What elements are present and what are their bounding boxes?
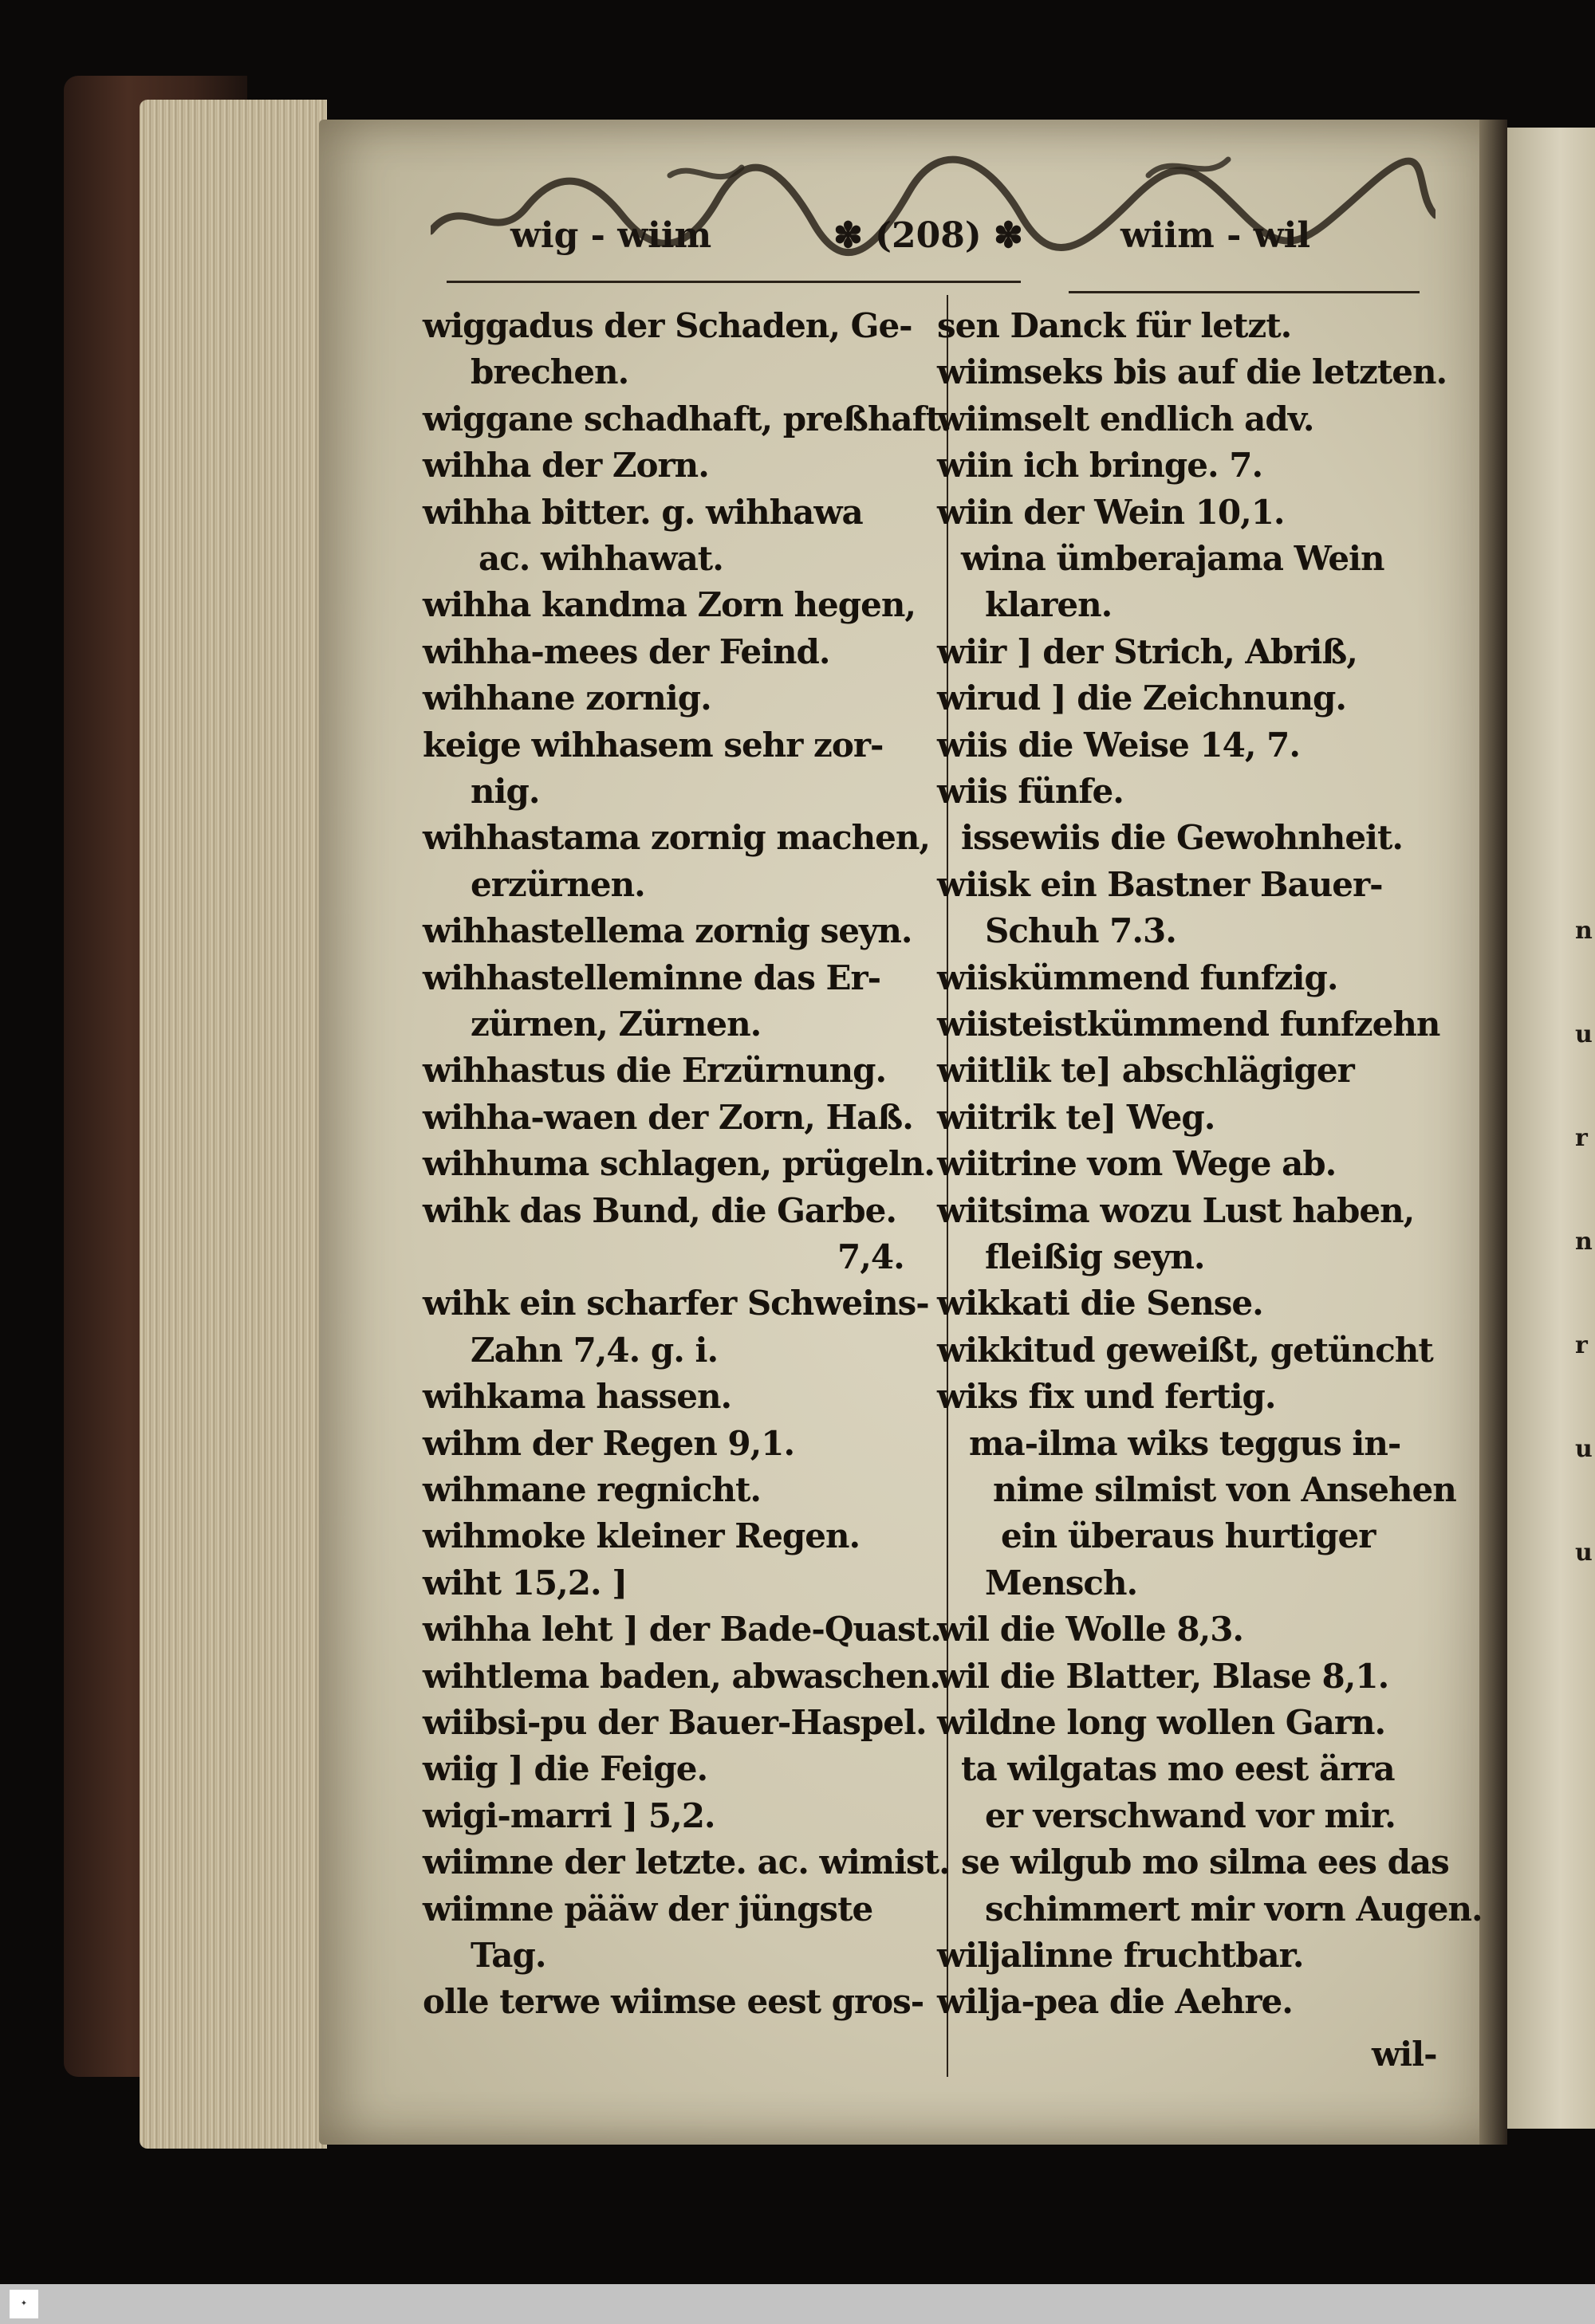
dictionary-line: wildne long wollen Garn. [937, 1703, 1386, 1742]
dictionary-line: Zahn 7,4. g. i. [471, 1330, 719, 1370]
dictionary-line: wiimseks bis auf die letzten. [937, 352, 1447, 392]
dictionary-line: wiimne pääw der jüngste [423, 1889, 873, 1929]
page-number: ✽ (208) ✽ [833, 215, 1023, 256]
running-head-left: wig - wiim [510, 215, 712, 256]
dictionary-line: wiimselt endlich adv. [937, 399, 1314, 438]
dictionary-line: wihmoke kleiner Regen. [423, 1516, 861, 1556]
dictionary-line: wiks fix und fertig. [937, 1377, 1276, 1417]
dictionary-line: wiin der Wein 10,1. [937, 492, 1285, 532]
dictionary-line: wihtlema baden, abwaschen. [423, 1656, 941, 1696]
dictionary-line: wihha kandma Zorn hegen, [423, 585, 916, 625]
dictionary-line: er verschwand vor mir. [985, 1795, 1396, 1835]
dictionary-line: wiig ] die Feige. [423, 1749, 708, 1789]
dictionary-line: wirud ] die Zeichnung. [937, 678, 1346, 718]
dictionary-line: ta wilgatas mo eest ärra [961, 1749, 1395, 1789]
dictionary-line: wiis fünfe. [937, 772, 1124, 811]
dictionary-line: wihmane regnicht. [423, 1470, 762, 1509]
dictionary-line: wiljalinne fruchtbar. [937, 1936, 1304, 1975]
dictionary-line: wihm der Regen 9,1. [423, 1423, 795, 1463]
dictionary-line: wihhastama zornig machen, [423, 818, 931, 858]
dictionary-line: issewiis die Gewohnheit. [961, 818, 1404, 858]
dictionary-line: nig. [471, 772, 540, 811]
dictionary-line: wiitrik te] Weg. [937, 1097, 1215, 1137]
library-logo-icon: ✦ [10, 2290, 38, 2318]
dictionary-line: wihha-mees der Feind. [423, 631, 830, 671]
dictionary-line: nime silmist von Ansehen [993, 1470, 1456, 1509]
dictionary-line: wiibsi-pu der Bauer-Haspel. [423, 1703, 927, 1742]
dictionary-line: wina ümberajama Wein [961, 539, 1384, 578]
dictionary-line: Schuh 7.3. [985, 911, 1176, 951]
dictionary-line: wihhastus die Erzürnung. [423, 1051, 887, 1091]
dictionary-line: wihk ein scharfer Schweins- [423, 1284, 929, 1323]
dictionary-line: brechen. [471, 352, 629, 392]
dictionary-line: sen Danck für letzt. [937, 306, 1292, 345]
dictionary-line: wil die Wolle 8,3. [937, 1610, 1244, 1650]
header-rule-right [1069, 291, 1420, 293]
dictionary-line: wiitrine vom Wege ab. [937, 1144, 1337, 1184]
header-rule-left [447, 281, 1021, 283]
dictionary-line: wigi-marri ] 5,2. [423, 1795, 715, 1835]
dictionary-line: wihk das Bund, die Garbe. [423, 1190, 896, 1230]
dictionary-line: ein überaus hurtiger [1001, 1516, 1376, 1556]
catchword: wil- [1372, 2035, 1437, 2074]
dictionary-line: wiisteistkümmend funfzehn [937, 1005, 1440, 1044]
dictionary-line: Tag. [471, 1936, 546, 1975]
dictionary-line: wiisk ein Bastner Bauer- [937, 864, 1383, 904]
dictionary-line: 7,4. [837, 1237, 904, 1276]
dictionary-line: wiis die Weise 14, 7. [937, 725, 1300, 765]
dictionary-line: wihhastelleminne das Er- [423, 958, 881, 997]
dictionary-line: wihhane zornig. [423, 678, 711, 718]
next-page-fragment: r [1575, 1124, 1588, 1152]
next-page-fragment: u [1575, 1020, 1593, 1048]
dictionary-line: wihha leht ] der Bade-Quast. [423, 1610, 941, 1650]
dictionary-line: klaren. [985, 585, 1113, 625]
dictionary-line: wihkama hassen. [423, 1377, 732, 1417]
dictionary-line: se wilgub mo silma ees das [961, 1842, 1449, 1882]
dictionary-line: wiin ich bringe. 7. [937, 446, 1263, 486]
next-page-fragment: n [1575, 1228, 1593, 1256]
dictionary-line: wiggadus der Schaden, Ge- [423, 306, 912, 345]
running-head-right: wiim - wil [1120, 215, 1311, 256]
next-page-fragment: r [1575, 1331, 1588, 1359]
dictionary-line: wikkati die Sense. [937, 1284, 1263, 1323]
dictionary-line: erzürnen. [471, 864, 645, 904]
dictionary-line: wil die Blatter, Blase 8,1. [937, 1656, 1389, 1696]
book-gutter [1479, 120, 1507, 2145]
dictionary-line: wiiskümmend funfzig. [937, 958, 1338, 997]
viewer-footer-bar [0, 2284, 1595, 2324]
dictionary-line: wiir ] der Strich, Abriß, [937, 631, 1357, 671]
dictionary-line: wihhuma schlagen, prügeln. [423, 1144, 935, 1184]
dictionary-line: wilja-pea die Aehre. [937, 1982, 1293, 2022]
dictionary-line: wiimne der letzte. ac. wimist. [423, 1842, 950, 1882]
dictionary-line: wikkitud geweißt, getüncht [937, 1330, 1433, 1370]
next-page-fragments [1575, 917, 1595, 1642]
next-page-fragment: u [1575, 1539, 1593, 1567]
dictionary-line: zürnen, Zürnen. [471, 1005, 762, 1044]
dictionary-line: wihha der Zorn. [423, 446, 709, 486]
dictionary-line: Mensch. [985, 1563, 1138, 1602]
dictionary-line: olle terwe wiimse eest gros- [423, 1982, 924, 2022]
dictionary-line: ac. wihhawat. [478, 539, 723, 578]
next-page-fragment: n [1575, 917, 1593, 945]
next-page-fragment: u [1575, 1435, 1593, 1463]
dictionary-line: wihha bitter. g. wihhawa [423, 492, 863, 532]
dictionary-line: schimmert mir vorn Augen. [985, 1889, 1483, 1929]
dictionary-line: keige wihhasem sehr zor- [423, 725, 884, 765]
dictionary-line: wihha-waen der Zorn, Haß. [423, 1097, 913, 1137]
page-edges [140, 100, 327, 2149]
dictionary-line: wiitsima wozu Lust haben, [937, 1190, 1415, 1230]
dictionary-line: wiitlik te] abschlägiger [937, 1051, 1354, 1091]
dictionary-line: wihhastellema zornig seyn. [423, 911, 912, 951]
dictionary-line: wiht 15,2. ] [423, 1563, 628, 1602]
dictionary-line: wiggane schadhaft, preßhaft. [423, 399, 951, 438]
dictionary-line: fleißig seyn. [985, 1237, 1205, 1276]
dictionary-line: ma-ilma wiks teggus in- [969, 1423, 1401, 1463]
